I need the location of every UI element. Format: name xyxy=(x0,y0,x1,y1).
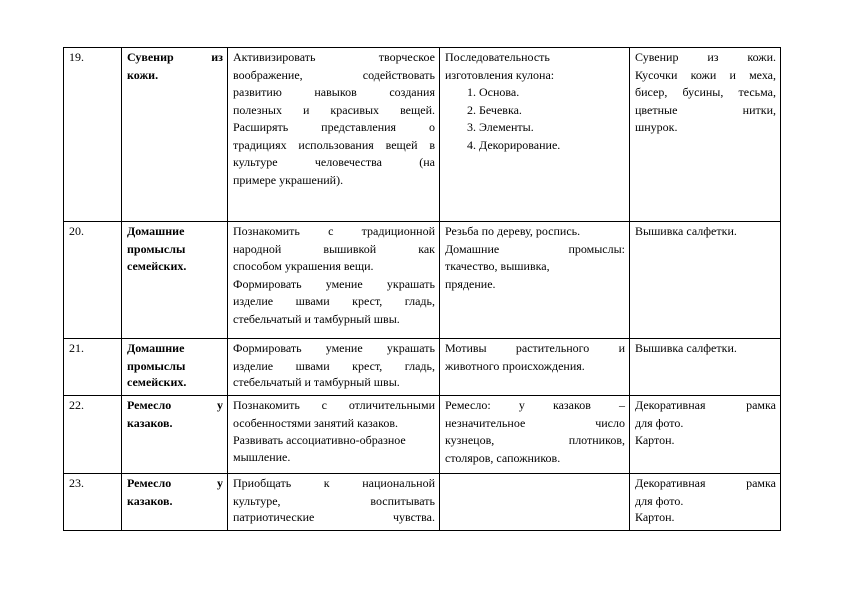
goal-cell xyxy=(228,222,440,339)
list-item: 4. Декорирование. xyxy=(479,137,625,155)
materials-line: Вышивка салфетки. xyxy=(635,224,737,238)
lesson-plan-body xyxy=(64,48,781,531)
topic-line: Домашние xyxy=(127,224,185,238)
materials-cell xyxy=(630,222,781,339)
row-number-cell xyxy=(64,396,122,474)
content-line: столяров, сапожников. xyxy=(445,450,561,465)
topic-line: промыслы xyxy=(127,358,186,373)
goal-line: примере украшений). xyxy=(233,172,344,187)
materials-line: шнурок. xyxy=(635,120,678,134)
topic-line: Домашние xyxy=(127,341,185,355)
content-line: Последовательность xyxy=(445,50,550,64)
content-line: изготовления кулона: xyxy=(445,67,555,82)
goal-cell xyxy=(228,48,440,222)
materials-line: Сувенир из кожи. xyxy=(635,50,776,64)
goal-line: изделие швами крест, гладь, xyxy=(233,358,435,373)
goal-line: способом украшения вещи. xyxy=(233,259,374,273)
materials-cell xyxy=(630,48,781,222)
materials-cell xyxy=(630,474,781,531)
materials-line: бисер, бусины, тесьма, xyxy=(635,85,776,99)
goal-line: мышление. xyxy=(233,449,291,464)
content-cell xyxy=(440,48,630,222)
topic-line: семейских. xyxy=(127,375,187,389)
list-item: 3. Элементы. xyxy=(479,119,625,137)
table-row xyxy=(64,474,781,531)
table-row xyxy=(64,222,781,339)
materials-line: Вышивка салфетки. xyxy=(635,341,737,355)
steps-list xyxy=(445,84,625,154)
content-line: прядение. xyxy=(445,276,496,291)
content-line: незначительное число xyxy=(445,415,625,430)
goal-cell xyxy=(228,396,440,474)
topic-line: семейских. xyxy=(127,259,187,273)
topic-line: Ремесло у xyxy=(127,398,223,412)
goal-line: Познакомить с традиционной xyxy=(233,224,435,238)
list-item: 2. Бечевка. xyxy=(479,102,625,120)
goal-line: развитию навыков создания xyxy=(233,85,435,99)
goal-line: Приобщать к национальной xyxy=(233,476,435,490)
goal-line: особенностями занятий казаков. xyxy=(233,415,399,430)
goal-line: народной вышивкой как xyxy=(233,241,435,256)
table-row xyxy=(64,48,781,222)
goal-cell xyxy=(228,474,440,531)
row-number-cell xyxy=(64,222,122,339)
row-number: 23. xyxy=(69,476,84,490)
materials-cell xyxy=(630,339,781,396)
goal-line: воображение, содействовать xyxy=(233,67,435,82)
topic-line: казаков. xyxy=(127,493,173,508)
row-number: 21. xyxy=(69,341,84,355)
list-item: 1. Основа. xyxy=(479,84,625,102)
row-number: 22. xyxy=(69,398,84,412)
topic-line: промыслы xyxy=(127,241,186,256)
materials-line: Картон. xyxy=(635,433,675,447)
materials-line: Картон. xyxy=(635,510,675,524)
content-line: Мотивы растительного и xyxy=(445,341,625,355)
goal-line: культуре, воспитывать xyxy=(233,493,435,508)
goal-cell xyxy=(228,339,440,396)
topic-cell xyxy=(122,48,228,222)
row-number-cell xyxy=(64,474,122,531)
lesson-plan-table xyxy=(63,47,781,531)
row-number: 20. xyxy=(69,224,84,238)
row-number-cell xyxy=(64,339,122,396)
goal-line: полезных и красивых вещей. xyxy=(233,102,435,117)
content-cell xyxy=(440,339,630,396)
goal-line: Развивать ассоциативно-образное xyxy=(233,433,406,447)
goal-line: традициях использования вещей в xyxy=(233,137,435,152)
table-row xyxy=(64,339,781,396)
content-line: Резьба по дереву, роспись. xyxy=(445,224,581,238)
materials-cell xyxy=(630,396,781,474)
goal-line: стебельчатый и тамбурный швы. xyxy=(233,311,400,326)
content-line: Ремесло: у казаков – xyxy=(445,398,625,412)
content-cell xyxy=(440,396,630,474)
content-line: ткачество, вышивка, xyxy=(445,259,550,273)
goal-line: Формировать умение украшать xyxy=(233,276,435,291)
topic-cell xyxy=(122,396,228,474)
topic-line: казаков. xyxy=(127,415,173,430)
content-line: животного происхождения. xyxy=(445,358,585,373)
topic-line: Ремесло у xyxy=(127,476,223,490)
content-line: кузнецов, плотников, xyxy=(445,433,625,447)
materials-line: Декоративная рамка xyxy=(635,476,776,490)
content-cell xyxy=(440,222,630,339)
topic-line: Сувенир из xyxy=(127,50,223,64)
topic-cell xyxy=(122,339,228,396)
content-line: Домашние промыслы: xyxy=(445,241,625,256)
goal-line: Познакомить с отличительными xyxy=(233,398,435,412)
goal-line: стебельчатый и тамбурный швы. xyxy=(233,375,400,389)
topic-line: кожи. xyxy=(127,67,159,82)
goal-line: Расширять представления о xyxy=(233,120,435,134)
goal-line: изделие швами крест, гладь, xyxy=(233,294,435,308)
materials-line: для фото. xyxy=(635,493,684,508)
materials-line: Кусочки кожи и меха, xyxy=(635,67,776,82)
table-row xyxy=(64,396,781,474)
topic-cell xyxy=(122,474,228,531)
goal-line: патриотические чувства. xyxy=(233,510,435,524)
materials-line: для фото. xyxy=(635,415,684,430)
goal-line: Активизировать творческое xyxy=(233,50,435,64)
content-cell xyxy=(440,474,630,531)
row-number: 19. xyxy=(69,50,84,64)
materials-line: цветные нитки, xyxy=(635,102,776,117)
materials-line: Декоративная рамка xyxy=(635,398,776,412)
row-number-cell xyxy=(64,48,122,222)
goal-line: Формировать умение украшать xyxy=(233,341,435,355)
goal-line: культуре человечества (на xyxy=(233,155,435,169)
topic-cell xyxy=(122,222,228,339)
